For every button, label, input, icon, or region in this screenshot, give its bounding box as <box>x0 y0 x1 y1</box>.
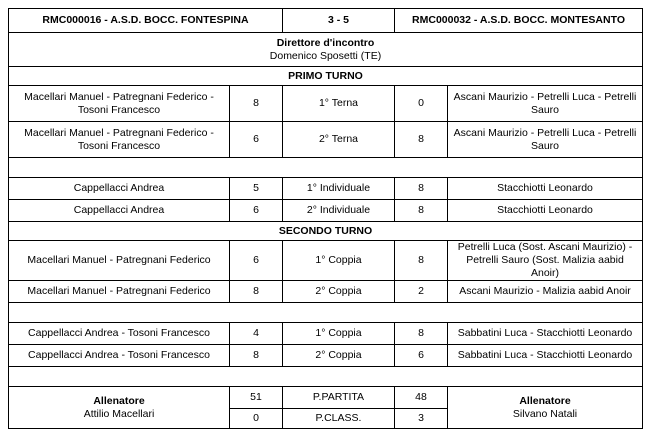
away-score: 2 <box>395 281 448 303</box>
away-players: Petrelli Luca (Sost. Ascani Maurizio) - Petrelli Sauro (Sost. Malizia aabid Anoir) <box>448 241 643 281</box>
game-row <box>9 178 643 200</box>
away-players: Sabbatini Luca - Stacchiotti Leonardo <box>448 323 643 345</box>
away-coach-label: Allenatore <box>519 394 571 407</box>
home-score: 8 <box>230 345 283 367</box>
director-cell <box>9 33 643 67</box>
home-class-points: 0 <box>230 409 283 429</box>
game-row <box>9 122 643 158</box>
away-players: Stacchiotti Leonardo <box>448 200 643 222</box>
game-row <box>9 200 643 222</box>
home-coach-name: Attilio Macellari <box>83 407 155 420</box>
away-coach-name: Silvano Natali <box>512 407 578 420</box>
away-score: 0 <box>395 86 448 122</box>
spacer-cell <box>9 303 643 323</box>
home-score: 6 <box>230 122 283 158</box>
home-players: Cappellacci Andrea - Tosoni Francesco <box>9 345 230 367</box>
section-title: PRIMO TURNO <box>9 67 643 86</box>
home-coach-label: Allenatore <box>93 394 145 407</box>
director-name: Domenico Sposetti (TE) <box>269 49 382 62</box>
match-table <box>8 8 643 429</box>
game-type: 1° Individuale <box>283 178 395 200</box>
home-score: 6 <box>230 200 283 222</box>
home-score: 8 <box>230 281 283 303</box>
director-label: Direttore d'incontro <box>276 36 375 49</box>
header-row <box>9 9 643 33</box>
away-score: 6 <box>395 345 448 367</box>
game-type: 2° Coppia <box>283 345 395 367</box>
away-players: Stacchiotti Leonardo <box>448 178 643 200</box>
footer-row <box>9 387 643 409</box>
home-players: Cappellacci Andrea - Tosoni Francesco <box>9 323 230 345</box>
away-score: 8 <box>395 122 448 158</box>
total-label: P.PARTITA <box>283 387 395 409</box>
game-type: 1° Coppia <box>283 241 395 281</box>
spacer-cell <box>9 158 643 178</box>
home-players: Cappellacci Andrea <box>9 178 230 200</box>
away-total: 48 <box>395 387 448 409</box>
home-players: Macellari Manuel - Patregnani Federico <box>9 281 230 303</box>
away-players: Ascani Maurizio - Petrelli Luca - Petrelli Sauro <box>448 122 643 158</box>
away-players: Sabbatini Luca - Stacchiotti Leonardo <box>448 345 643 367</box>
class-label: P.CLASS. <box>283 409 395 429</box>
away-class-points: 3 <box>395 409 448 429</box>
away-players: Ascani Maurizio - Malizia aabid Anoir <box>448 281 643 303</box>
game-type: 2° Coppia <box>283 281 395 303</box>
director-row <box>9 33 643 67</box>
game-row <box>9 281 643 303</box>
away-score: 8 <box>395 241 448 281</box>
game-type: 1° Coppia <box>283 323 395 345</box>
game-row <box>9 323 643 345</box>
home-score: 6 <box>230 241 283 281</box>
home-players: Macellari Manuel - Patregnani Federico - Tosoni Francesco <box>9 86 230 122</box>
home-coach-cell <box>9 387 230 429</box>
home-players: Cappellacci Andrea <box>9 200 230 222</box>
away-players: Ascani Maurizio - Petrelli Luca - Petrelli Sauro <box>448 86 643 122</box>
game-type: 2° Terna <box>283 122 395 158</box>
home-score: 8 <box>230 86 283 122</box>
home-players: Macellari Manuel - Patregnani Federico <box>9 241 230 281</box>
away-score: 8 <box>395 323 448 345</box>
spacer-row <box>9 367 643 387</box>
home-team: RMC000016 - A.S.D. BOCC. FONTESPINA <box>9 9 283 33</box>
match-score: 3 - 5 <box>283 9 395 33</box>
home-total: 51 <box>230 387 283 409</box>
spacer-row <box>9 158 643 178</box>
game-row <box>9 241 643 281</box>
spacer-row <box>9 303 643 323</box>
home-score: 4 <box>230 323 283 345</box>
section-title-row <box>9 67 643 86</box>
game-type: 1° Terna <box>283 86 395 122</box>
home-players: Macellari Manuel - Patregnani Federico - Tosoni Francesco <box>9 122 230 158</box>
home-score: 5 <box>230 178 283 200</box>
section-title-row <box>9 222 643 241</box>
game-type: 2° Individuale <box>283 200 395 222</box>
away-score: 8 <box>395 200 448 222</box>
away-coach-cell <box>448 387 643 429</box>
spacer-cell <box>9 367 643 387</box>
section-title: SECONDO TURNO <box>9 222 643 241</box>
away-score: 8 <box>395 178 448 200</box>
away-team: RMC000032 - A.S.D. BOCC. MONTESANTO <box>395 9 643 33</box>
game-row <box>9 86 643 122</box>
game-row <box>9 345 643 367</box>
